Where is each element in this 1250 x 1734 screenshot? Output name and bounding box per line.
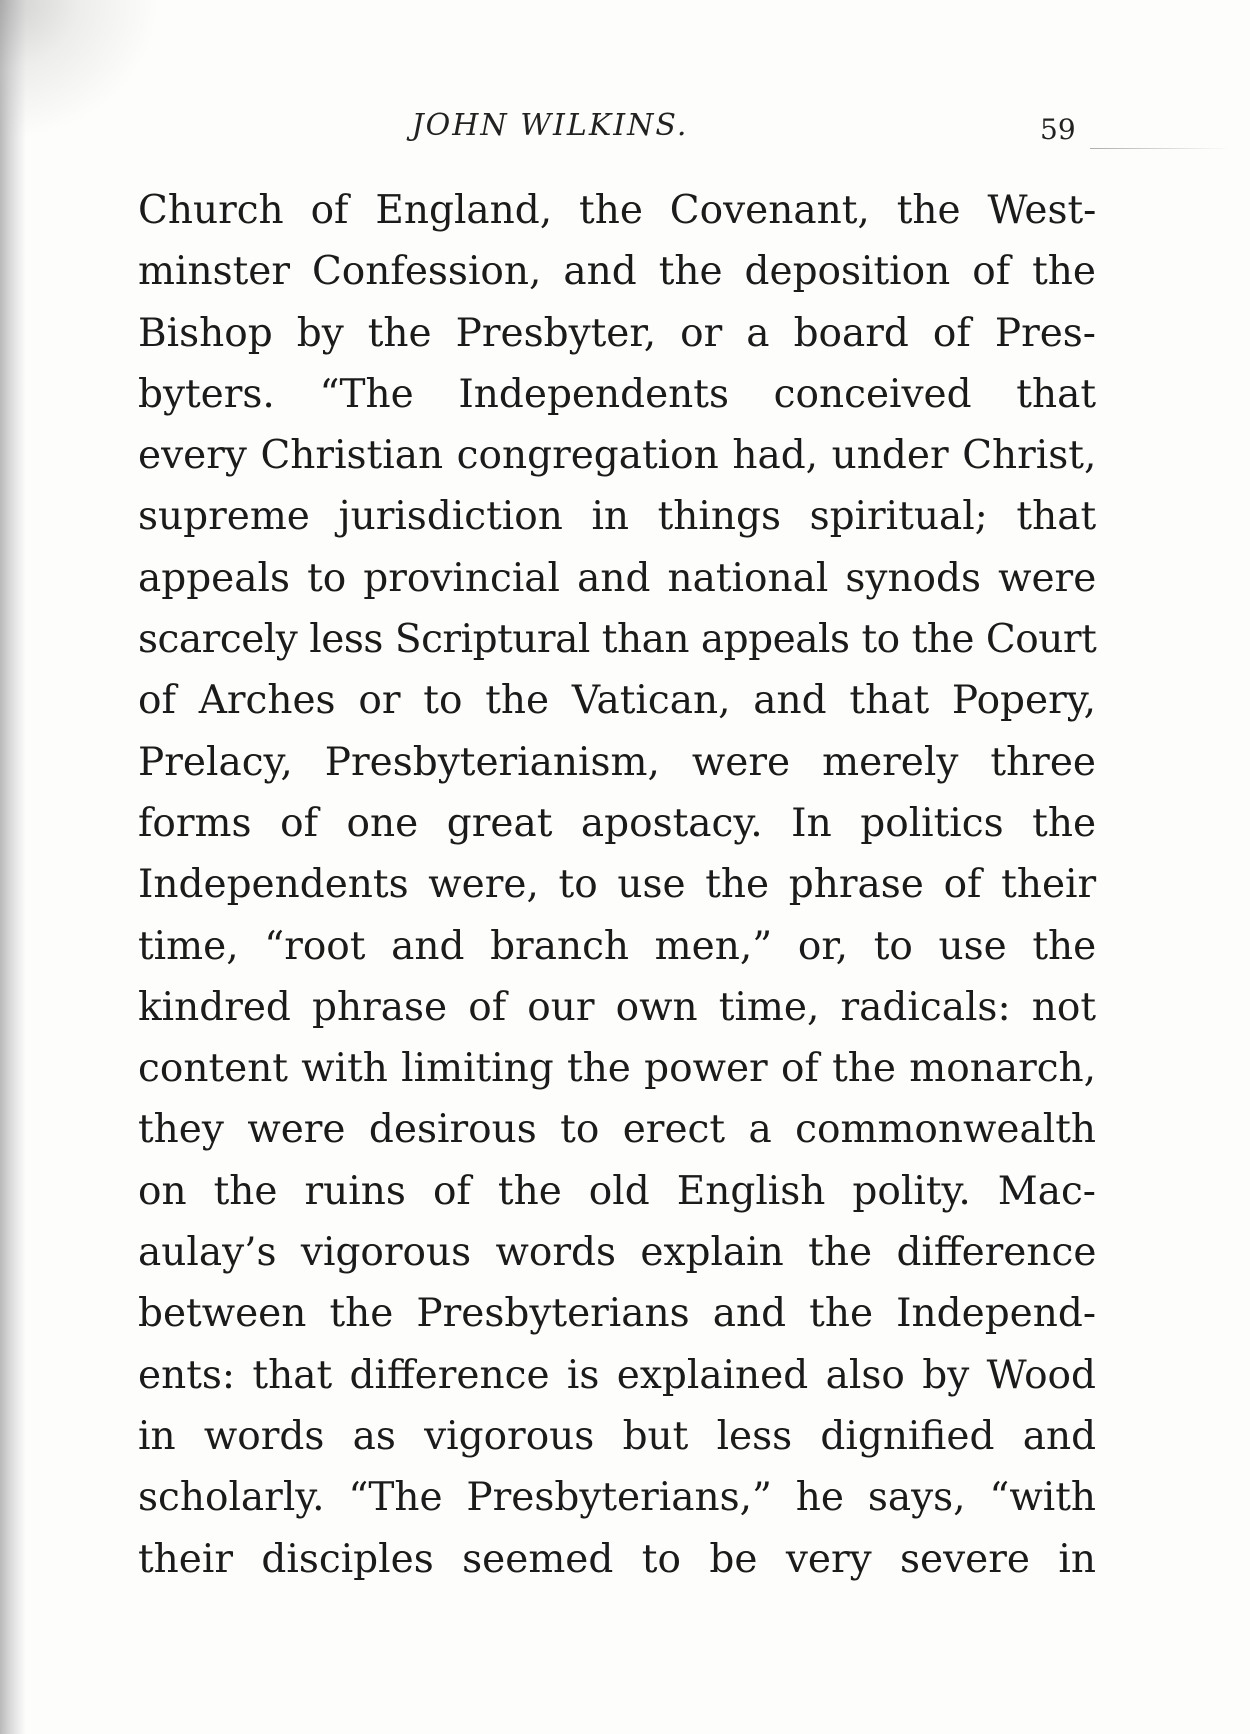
text-line: kindred phrase of our own time, radicals: not (138, 984, 1096, 1030)
binding-gutter-shadow (0, 0, 26, 1734)
text-line: supreme jurisdiction in things spiritual; that (138, 494, 1097, 540)
text-line: minster Confession, and the deposition of the (138, 249, 1096, 295)
text-line: scholarly. “The Presbyterians,” he says, “with (138, 1475, 1096, 1521)
text-line: forms of one great apostacy. In politics the (138, 800, 1097, 846)
text-line: of Arches or to the Vatican, and that Popery, (138, 678, 1096, 724)
text-line: appeals to provincial and national synods were (138, 555, 1097, 601)
running-header (0, 108, 1250, 148)
text-line: Independents were, to use the phrase of their (138, 862, 1097, 908)
text-line: Bishop by the Presbyter, or a board of Pres- (138, 310, 1096, 356)
text-line: Church of England, the Covenant, the West- (138, 188, 1097, 233)
text-line: scarcely less Scriptural than appeals to the Court (138, 617, 1097, 663)
text-line: Prelacy, Presbyterianism, were merely three (138, 739, 1096, 785)
text-line: byters. “The Independents conceived that (138, 371, 1096, 417)
text-line: every Christian congregation had, under Christ, (138, 433, 1097, 479)
header-rule (1090, 148, 1230, 149)
text-line: between the Presbyterians and the Independ- (138, 1291, 1096, 1337)
text-line: aulay’s vigorous words explain the difference (138, 1230, 1097, 1276)
text-line: content with limiting the power of the monarch, (138, 1046, 1097, 1092)
text-line: they were desirous to erect a commonwealth (138, 1107, 1096, 1153)
text-line: on the ruins of the old English polity. Mac- (138, 1168, 1096, 1214)
body-text (138, 180, 1096, 1590)
page-number: 59 (1040, 113, 1076, 146)
running-title: JOHN WILKINS. (411, 108, 689, 143)
text-line: in words as vigorous but less dignified and (138, 1413, 1097, 1459)
text-line: their disciples seemed to be very severe in (138, 1536, 1096, 1582)
text-line: time, “root and branch men,” or, to use the (138, 923, 1097, 969)
text-line: ents: that difference is explained also by Wood (138, 1352, 1096, 1398)
